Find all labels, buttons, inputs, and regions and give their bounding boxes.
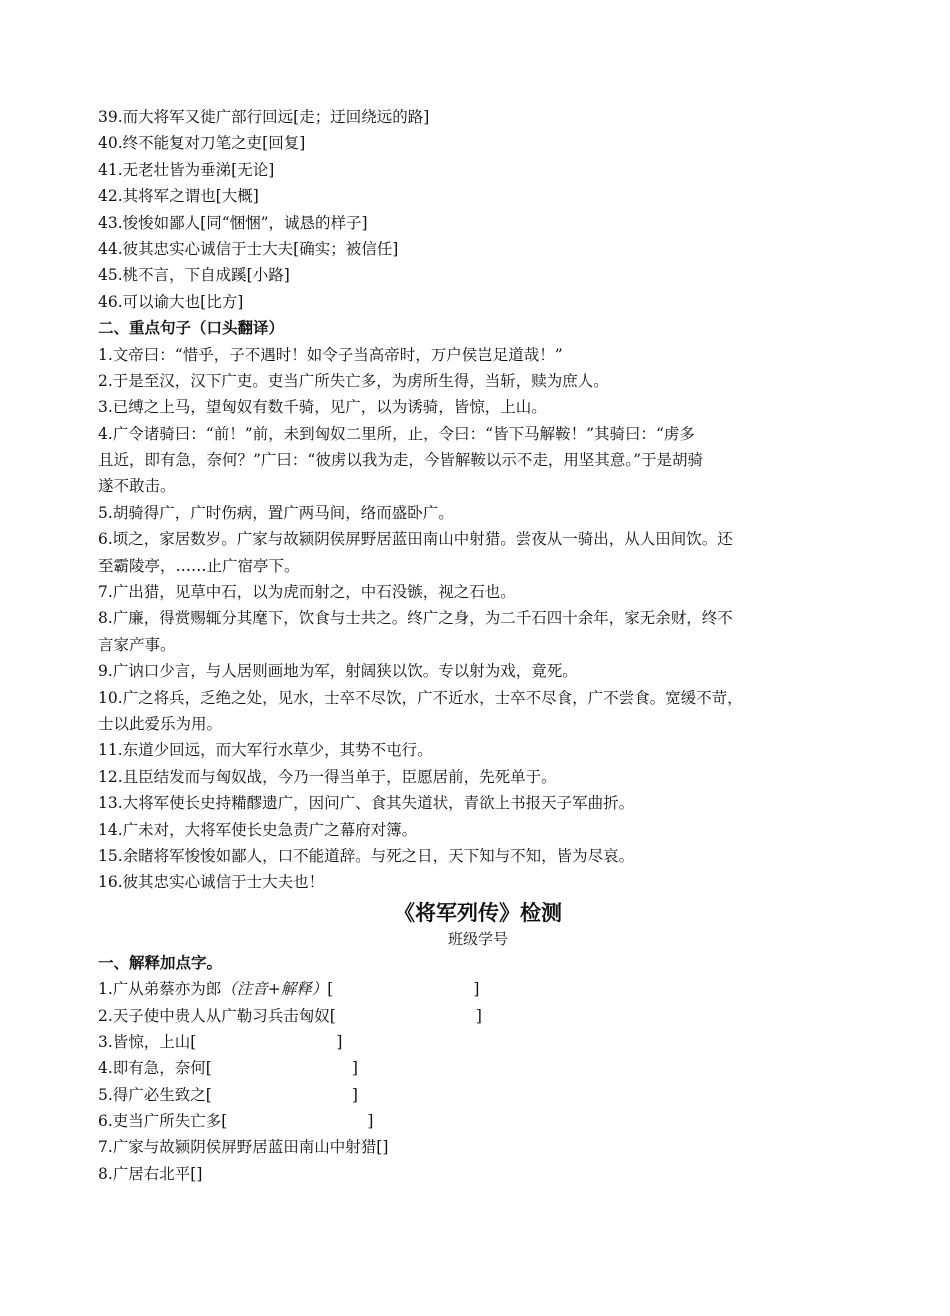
- test-title: 《将军列传》检测: [394, 900, 562, 925]
- vocab-item: 41.无老壮皆为垂涕[无论]: [98, 160, 275, 179]
- question-text: 3.皆惊，上山: [98, 1032, 191, 1051]
- sentence-item: 9.广讷口少言，与人居则画地为军，射阔狭以饮。专以射为戏，竟死。: [98, 662, 578, 681]
- sentence-line: 遂不敢击。: [98, 477, 176, 496]
- section-heading-key-sentences: 二、重点句子（口头翻译）: [98, 319, 285, 338]
- test-question: [98, 976, 858, 1002]
- answer-blank-open: [: [329, 1006, 336, 1025]
- test-question: [98, 1134, 858, 1160]
- sentence-item: [98, 605, 858, 658]
- sentence-item: [98, 526, 858, 579]
- vocab-item: 44.彼其忠实心诚信于士大夫[确实；被信任]: [98, 239, 399, 258]
- sentence-line: 至霸陵亭，……止广宿亭下。: [98, 556, 300, 575]
- sentence-item: 11.东道少回远，而大军行水草少，其势不屯行。: [98, 741, 433, 760]
- sentence-item: 15.余睹将军悛悛如鄙人，口不能道辞。与死之日，天下知与不知，皆为尽哀。: [98, 846, 635, 865]
- answer-blank-open: [: [376, 1138, 383, 1157]
- answer-blank-open: [: [221, 1112, 228, 1131]
- answer-blank-open: [: [205, 1059, 212, 1078]
- answer-blank-close: ]: [473, 980, 480, 999]
- sentence-item: 12.且臣结发而与匈奴战，今乃一得当单于，臣愿居前，先死单于。: [98, 767, 557, 786]
- vocab-item: 43.悛悛如鄙人[同“悃悃”，诚恳的样子]: [98, 213, 368, 232]
- question-note: （注音+解释）: [221, 980, 328, 999]
- question-text: 2.天子使中贵人从广勒习兵击匈奴: [98, 1006, 330, 1025]
- sentence-line: 8.广廉，得赏赐辄分其麾下，饮食与士共之。终广之身，为二千石四十余年，家无余财，终不: [98, 609, 733, 628]
- question-text: 7.广家与故颍阴侯屏野居蓝田南山中射猎: [98, 1138, 377, 1157]
- sentence-item: 16.彼其忠实心诚信于士大夫也！: [98, 873, 325, 892]
- sentence-list: [98, 342, 858, 896]
- sentence-item: [98, 421, 858, 500]
- answer-blank-close: ]: [351, 1085, 358, 1104]
- answer-blank-close: ]: [351, 1059, 358, 1078]
- answer-blank-open: [: [327, 980, 334, 999]
- question-text: 4.即有急，奈何: [98, 1059, 206, 1078]
- answer-blank-close: ]: [367, 1112, 374, 1131]
- test-question: [98, 1029, 858, 1055]
- vocab-item: 46.可以谕大也[比方]: [98, 292, 244, 311]
- test-question: [98, 1161, 858, 1187]
- question-text: 5.得广必生致之: [98, 1085, 206, 1104]
- answer-blank-close: ]: [196, 1164, 203, 1183]
- answer-blank-open: [: [190, 1164, 197, 1183]
- test-question: [98, 1082, 858, 1108]
- sentence-item: 14.广未对，大将军使长史急责广之幕府对簿。: [98, 820, 418, 839]
- sentence-item: 7.广出猎，见草中石，以为虎而射之，中石没镞，视之石也。: [98, 583, 516, 602]
- answer-blank-close: ]: [475, 1006, 482, 1025]
- test-question: [98, 1108, 858, 1134]
- vocab-list: [98, 104, 858, 315]
- test-question: [98, 1003, 858, 1029]
- sentence-line: 6.顷之，家居数岁。广家与故颍阴侯屏野居蓝田南山中射猎。尝夜从一骑出，从人田间饮。还: [98, 530, 733, 549]
- answer-blank-close: ]: [382, 1138, 389, 1157]
- answer-blank-open: [: [190, 1032, 197, 1051]
- test-question-list: [98, 976, 858, 1187]
- question-text: 1.广从弟蔡亦为郎: [98, 980, 222, 999]
- sentence-line: 士以此爱乐为用。: [98, 714, 223, 733]
- sentence-item: [98, 685, 858, 738]
- sentence-line: 4.广令诸骑曰：“前！”前，未到匈奴二里所，止，令曰：“皆下马解鞍！”其骑曰：“虏多: [98, 424, 695, 443]
- vocab-item: 42.其将军之谓也[大概]: [98, 187, 259, 206]
- vocab-item: 39.而大将军又徙广部行回远[走；迂回绕远的路]: [98, 108, 430, 126]
- sentence-line: 且近，即有急，奈何？”广曰：“彼虏以我为走，今皆解鞍以示不走，用坚其意。”于是胡骑: [98, 451, 704, 470]
- answer-blank-close: ]: [336, 1032, 343, 1051]
- test-question: [98, 1055, 858, 1081]
- sentence-line: 言家产事。: [98, 635, 176, 654]
- answer-blank-open: [: [205, 1085, 212, 1104]
- vocab-item: 45.桃不言，下自成蹊[小路]: [98, 266, 290, 285]
- question-text: 6.吏当广所失亡多: [98, 1112, 222, 1131]
- test-section-heading: 一、解释加点字。: [98, 953, 223, 972]
- sentence-item: 5.胡骑得广，广时伤病，置广两马间，络而盛卧广。: [98, 503, 454, 522]
- sentence-item: 3.已缚之上马，望匈奴有数千骑，见广，以为诱骑，皆惊，上山。: [98, 398, 547, 417]
- document-page: [98, 104, 858, 1187]
- vocab-item: 40.终不能复对刀笔之吏[回复]: [98, 134, 306, 153]
- question-text: 8.广居右北平: [98, 1164, 191, 1183]
- test-subtitle: 班级学号: [447, 929, 508, 948]
- sentence-item: 1.文帝曰：“惜乎，子不遇时！如令子当高帝时，万户侯岂足道哉！”: [98, 345, 563, 364]
- sentence-item: 13.大将军使长史持糒醪遗广，因问广、食其失道状，青欲上书报天子军曲折。: [98, 794, 635, 813]
- sentence-line: 10.广之将兵，乏绝之处，见水，士卒不尽饮，广不近水，士卒不尽食，广不尝食。宽缓不苛，: [98, 688, 743, 707]
- sentence-item: 2.于是至汉，汉下广吏。吏当广所失亡多，为虏所生得，当斩，赎为庶人。: [98, 371, 609, 390]
